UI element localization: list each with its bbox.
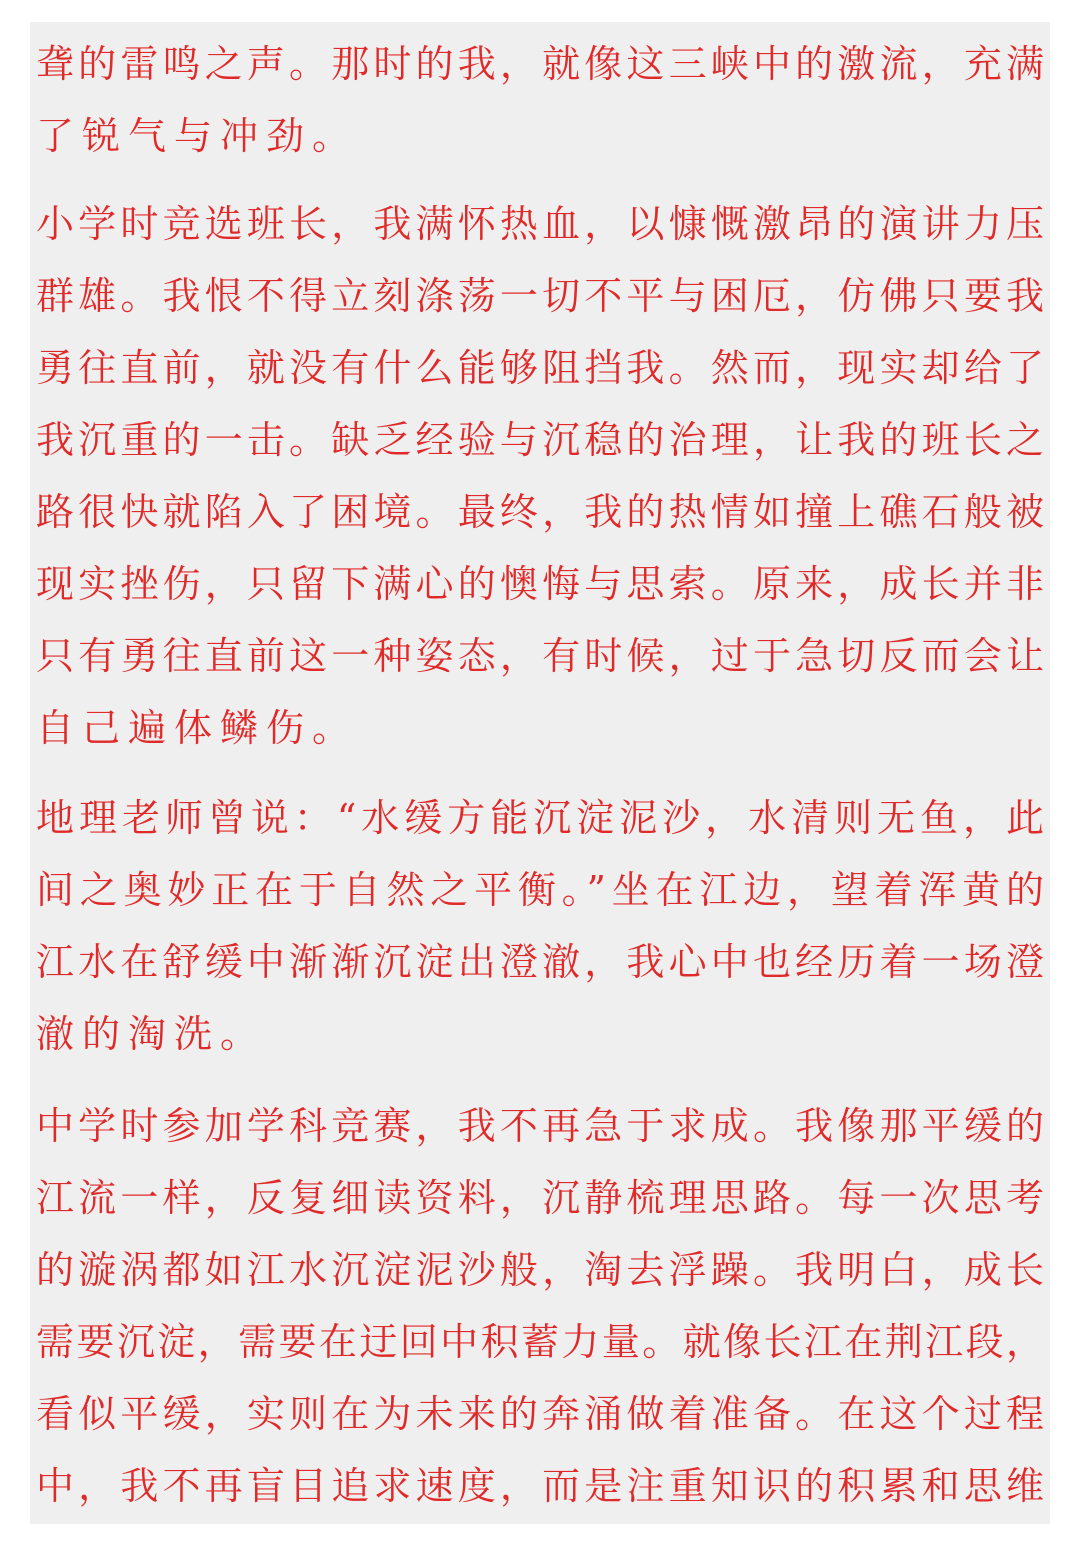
document-page: [30, 22, 1050, 1524]
text-line: 群雄。我恨不得立刻涤荡一切不平与困厄，仿佛只要我: [36, 274, 1044, 318]
text-line: 现实挫伤，只留下满心的懊悔与思索。原来，成长并非: [36, 562, 1044, 606]
text-line: 小学时竞选班长，我满怀热血，以慷慨激昂的演讲力压: [36, 202, 1044, 246]
text-line: 中学时参加学科竞赛，我不再急于求成。我像那平缓的: [36, 1104, 1044, 1148]
text-line: 看似平缓，实则在为未来的奔涌做着准备。在这个过程: [36, 1392, 1044, 1436]
text-line: 聋的雷鸣之声。那时的我，就像这三峡中的激流，充满: [36, 42, 1044, 86]
text-line: 地理老师曾说：“水缓方能沉淀泥沙，水清则无鱼，此: [36, 796, 1044, 840]
text-line: 澈的淘洗。: [36, 1012, 267, 1056]
text-line: 中，我不再盲目追求速度，而是注重知识的积累和思维: [36, 1464, 1044, 1508]
text-line: 只有勇往直前这一种姿态，有时候，过于急切反而会让: [36, 634, 1044, 678]
text-line: 自己遍体鳞伤。: [36, 706, 359, 750]
text-line: 江流一样，反复细读资料，沉静梳理思路。每一次思考: [36, 1176, 1044, 1220]
text-line: 间之奥妙正在于自然之平衡。”坐在江边，望着浑黄的: [36, 868, 1044, 912]
text-line: 江水在舒缓中渐渐沉淀出澄澈，我心中也经历着一场澄: [36, 940, 1044, 984]
text-line: 我沉重的一击。缺乏经验与沉稳的治理，让我的班长之: [36, 418, 1044, 462]
text-line: 需要沉淀，需要在迂回中积蓄力量。就像长江在荆江段，: [36, 1320, 1044, 1364]
text-line: 路很快就陷入了困境。最终，我的热情如撞上礁石般被: [36, 490, 1044, 534]
text-line: 了锐气与冲劲。: [36, 114, 359, 158]
text-line: 勇往直前，就没有什么能够阻挡我。然而，现实却给了: [36, 346, 1044, 390]
text-line: 的漩涡都如江水沉淀泥沙般，淘去浮躁。我明白，成长: [36, 1248, 1044, 1292]
